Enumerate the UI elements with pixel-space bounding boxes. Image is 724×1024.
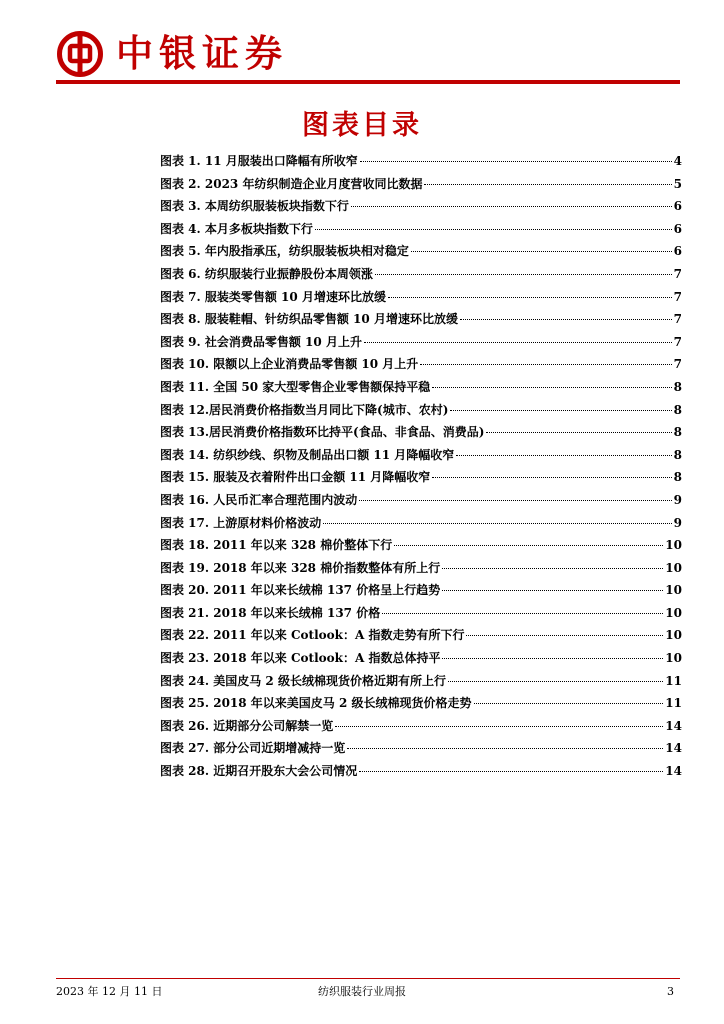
toc-entry[interactable] — [160, 604, 682, 627]
toc-dot-leader — [474, 703, 664, 704]
toc-entry-label: 图表 3. 本周纺织服装板块指数下行 — [160, 199, 349, 214]
header-divider — [56, 80, 680, 84]
toc-entry[interactable] — [160, 536, 682, 559]
toc-dot-leader — [394, 545, 663, 546]
toc-entry-label: 图表 15. 服装及衣着附件出口金额 11 月降幅收窄 — [160, 470, 431, 485]
toc-entry[interactable] — [160, 694, 682, 717]
toc-entry-page: 11 — [665, 696, 682, 711]
toc-entry-label: 图表 26. 近期部分公司解禁一览 — [160, 718, 334, 733]
toc-dot-leader — [364, 342, 672, 343]
toc-entry-page: 8 — [673, 470, 682, 485]
toc-entry-label: 图表 13.居民消费价格指数环比持平(食品、非食品、消费品) — [160, 425, 485, 440]
toc-entry-page: 14 — [665, 718, 682, 733]
footer-page-number: 3 — [667, 985, 674, 998]
toc-dot-leader — [388, 297, 672, 298]
footer-divider — [56, 978, 680, 979]
toc-entry-page: 4 — [673, 154, 682, 168]
toc-entry-label: 图表 9. 社会消费品零售额 10 月上升 — [160, 334, 362, 349]
toc-entry[interactable] — [160, 739, 682, 762]
toc-entry-label: 图表 19. 2018 年以来 328 棉价指数整体有所上行 — [160, 560, 441, 575]
toc-dot-leader — [382, 613, 663, 614]
toc-entry-label: 图表 10. 限额以上企业消费品零售额 10 月上升 — [160, 357, 419, 372]
toc-entry-page: 6 — [673, 244, 682, 259]
toc-entry[interactable] — [160, 197, 682, 220]
toc-entry-page: 6 — [673, 221, 682, 236]
toc-entry[interactable] — [160, 175, 682, 198]
toc-entry-label: 图表 16. 人民币汇率合理范围内波动 — [160, 492, 358, 507]
toc-entry-page: 10 — [665, 538, 682, 553]
toc-entry-label: 图表 11. 全国 50 家大型零售企业零售额保持平稳 — [160, 379, 431, 394]
toc-entry-label: 图表 6. 纺织服装行业振静股份本周领涨 — [160, 266, 373, 281]
toc-entry-label: 图表 23. 2018 年以来 Cotlook：A 指数总体持平 — [160, 651, 441, 666]
toc-entry-page: 7 — [673, 357, 682, 372]
toc-entry-label: 图表 4. 本月多板块指数下行 — [160, 221, 313, 236]
toc-entry[interactable] — [160, 288, 682, 311]
toc-entry-page: 5 — [673, 176, 682, 191]
toc-entry[interactable] — [160, 242, 682, 265]
toc-entry-page: 10 — [665, 628, 682, 643]
toc-entry[interactable] — [160, 310, 682, 333]
brand-name: 中银证券 — [116, 32, 288, 75]
toc-entry[interactable] — [160, 514, 682, 537]
toc-entry-page: 8 — [673, 402, 682, 417]
table-of-figures — [160, 152, 682, 785]
toc-entry[interactable] — [160, 468, 682, 491]
toc-entry[interactable] — [160, 672, 682, 695]
toc-entry-page: 11 — [665, 673, 682, 688]
toc-dot-leader — [411, 251, 672, 252]
toc-entry[interactable] — [160, 423, 682, 446]
toc-dot-leader — [315, 229, 672, 230]
toc-entry-label: 图表 17. 上游原材料价格波动 — [160, 515, 322, 530]
toc-entry-label: 图表 1. 11 月服装出口降幅有所收窄 — [160, 154, 358, 168]
toc-dot-leader — [442, 590, 663, 591]
toc-entry-page: 7 — [673, 334, 682, 349]
toc-dot-leader — [450, 410, 671, 411]
toc-entry-label: 图表 8. 服装鞋帽、针纺织品零售额 10 月增速环比放缓 — [160, 312, 458, 327]
toc-entry-label: 图表 7. 服装类零售额 10 月增速环比放缓 — [160, 289, 386, 304]
toc-dot-leader — [375, 274, 672, 275]
toc-entry-label: 图表 24. 美国皮马 2 级长绒棉现货价格近期有所上行 — [160, 673, 446, 688]
toc-entry-page: 8 — [673, 379, 682, 394]
toc-dot-leader — [442, 568, 663, 569]
toc-entry[interactable] — [160, 491, 682, 514]
toc-entry-page: 6 — [673, 199, 682, 214]
toc-entry-page: 8 — [673, 425, 682, 440]
toc-entry-page: 9 — [673, 492, 682, 507]
toc-dot-leader — [420, 364, 671, 365]
bank-of-china-logo-icon — [56, 30, 104, 78]
toc-dot-leader — [442, 658, 663, 659]
toc-entry[interactable] — [160, 265, 682, 288]
toc-dot-leader — [486, 432, 671, 433]
toc-entry[interactable] — [160, 446, 682, 469]
footer-date: 2023 年 12 月 11 日 — [56, 985, 163, 998]
toc-entry[interactable] — [160, 220, 682, 243]
toc-entry[interactable] — [160, 559, 682, 582]
toc-entry[interactable] — [160, 762, 682, 785]
toc-entry[interactable] — [160, 378, 682, 401]
toc-entry-page: 9 — [673, 515, 682, 530]
toc-dot-leader — [359, 500, 671, 501]
toc-entry[interactable] — [160, 401, 682, 424]
toc-entry[interactable] — [160, 649, 682, 672]
toc-dot-leader — [460, 319, 672, 320]
toc-dot-leader — [448, 681, 663, 682]
toc-entry-page: 14 — [665, 741, 682, 756]
toc-entry-label: 图表 27. 部分公司近期增减持一览 — [160, 741, 346, 756]
toc-entry-page: 8 — [673, 447, 682, 462]
toc-entry-label: 图表 22. 2011 年以来 Cotlook：A 指数走势有所下行 — [160, 628, 465, 643]
toc-dot-leader — [432, 477, 671, 478]
toc-dot-leader — [456, 455, 671, 456]
toc-entry-label: 图表 12.居民消费价格指数当月同比下降(城市、农村) — [160, 402, 449, 417]
toc-dot-leader — [335, 726, 663, 727]
toc-entry-page: 10 — [665, 651, 682, 666]
footer-report-name: 纺织服装行业周报 — [318, 985, 406, 998]
toc-entry-label: 图表 20. 2011 年以来长绒棉 137 价格呈上行趋势 — [160, 583, 441, 598]
toc-entry-label: 图表 14. 纺织纱线、织物及制品出口额 11 月降幅收窄 — [160, 447, 455, 462]
toc-entry-label: 图表 28. 近期召开股东大会公司情况 — [160, 764, 358, 779]
toc-dot-leader — [466, 635, 663, 636]
toc-dot-leader — [347, 748, 663, 749]
page-header — [56, 22, 680, 84]
toc-entry[interactable] — [160, 355, 682, 378]
toc-entry-page: 7 — [673, 289, 682, 304]
toc-dot-leader — [359, 771, 663, 772]
toc-entry-page: 7 — [673, 266, 682, 281]
toc-entry[interactable] — [160, 717, 682, 740]
toc-entry-page: 7 — [673, 312, 682, 327]
toc-entry-label: 图表 18. 2011 年以来 328 棉价整体下行 — [160, 538, 393, 553]
toc-dot-leader — [432, 387, 671, 388]
toc-entry-label: 图表 2. 2023 年纺织制造企业月度营收同比数据 — [160, 176, 423, 191]
toc-entry-page: 10 — [665, 583, 682, 598]
toc-entry-label: 图表 25. 2018 年以来美国皮马 2 级长绒棉现货价格走势 — [160, 696, 472, 711]
toc-entry-label: 图表 21. 2018 年以来长绒棉 137 价格 — [160, 605, 381, 620]
toc-entry-page: 14 — [665, 764, 682, 779]
toc-dot-leader — [424, 184, 671, 185]
toc-dot-leader — [323, 523, 671, 524]
toc-entry-page: 10 — [665, 560, 682, 575]
toc-entry[interactable] — [160, 333, 682, 356]
toc-entry[interactable] — [160, 581, 682, 604]
toc-entry-label: 图表 5. 年内股指承压，纺织服装板块相对稳定 — [160, 244, 409, 259]
toc-dot-leader — [351, 206, 672, 207]
toc-entry[interactable] — [160, 626, 682, 649]
toc-title: 图表目录 — [302, 110, 422, 141]
toc-dot-leader — [360, 161, 672, 162]
toc-entry-page: 10 — [665, 605, 682, 620]
toc-entry[interactable] — [160, 152, 682, 175]
